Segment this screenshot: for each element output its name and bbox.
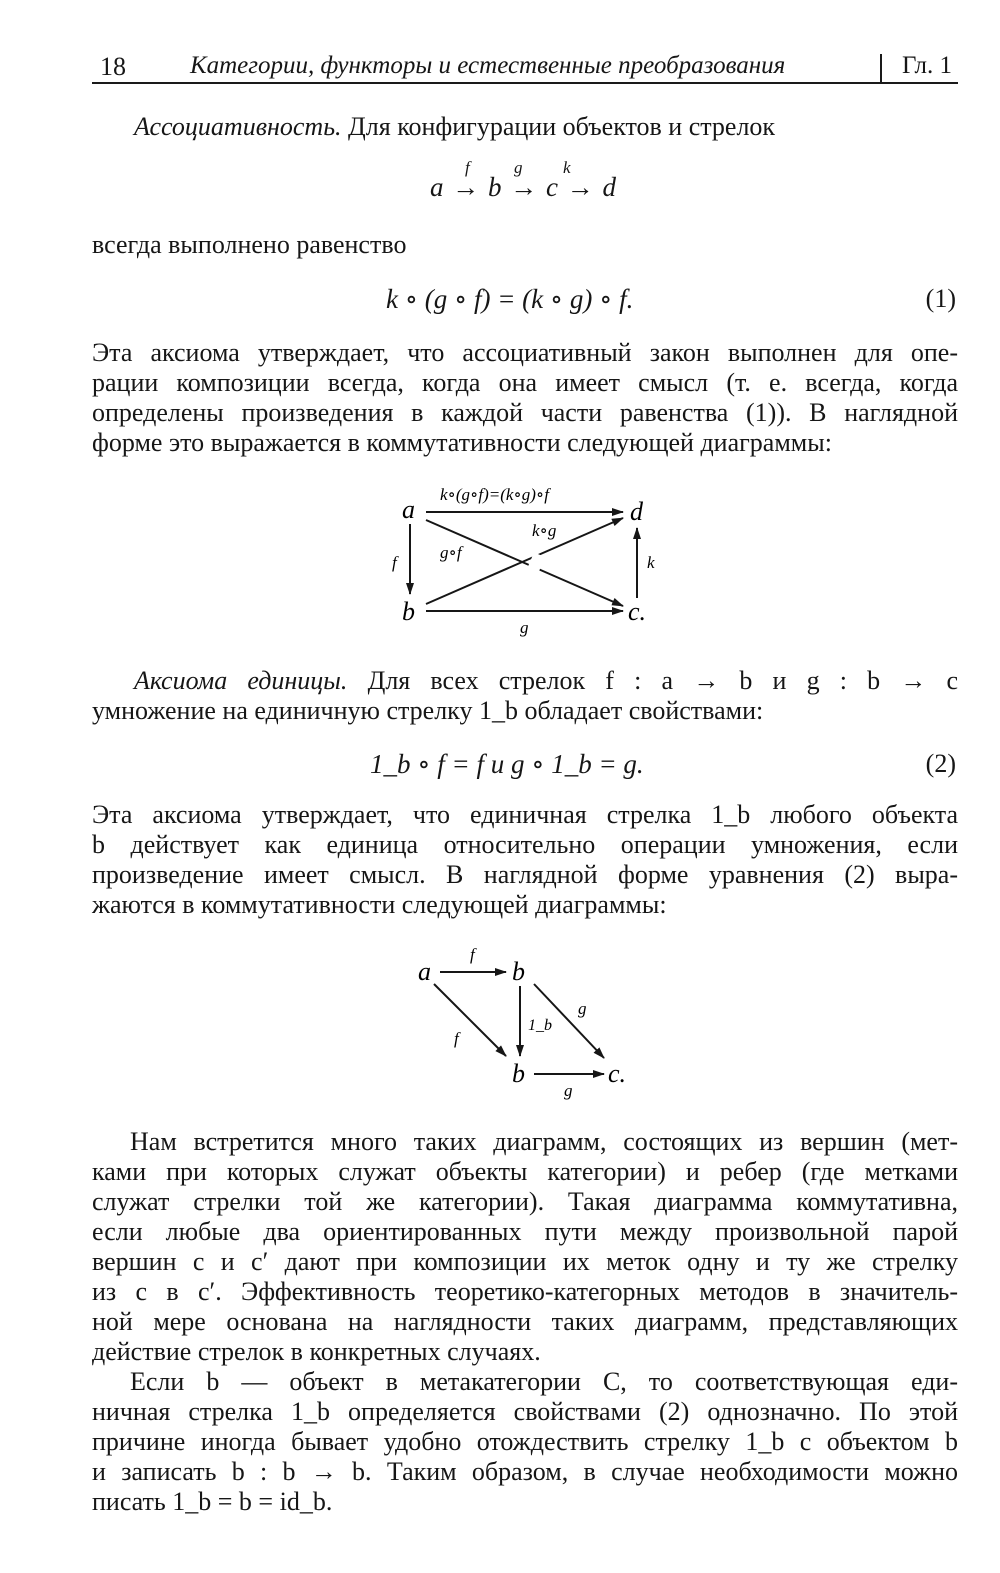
label-kg: k∘g [532, 521, 557, 540]
node-b-bottom: b [512, 1059, 525, 1088]
assoc-intro-text: Для конфигурации объектов и стрелок [341, 112, 776, 141]
associativity-diagram [380, 478, 680, 648]
running-header [92, 48, 958, 84]
assoc-paragraph [92, 338, 958, 458]
chain-formula-text: a → b → c → d [430, 172, 617, 202]
node-c: c. [628, 597, 647, 626]
para4-line-3: причине иногда бывает удобно отождествить стрелку 1_b с объектом b [92, 1427, 958, 1456]
unit-line-4: жаются в коммутативности следующей диаграммы: [92, 890, 667, 919]
unit-line-3: произведение имеет смысл. В наглядной форме уравнения (2) выра- [92, 860, 958, 889]
chain-formula [430, 158, 630, 206]
header-divider [880, 54, 882, 84]
para3-line-6: из c в c′. Эффективность теоретико-категорных методов в значитель- [92, 1277, 958, 1306]
assoc-term: Ассоциативность. [134, 112, 342, 141]
label-bottom-g: g [564, 1081, 573, 1100]
assoc-intro [92, 112, 958, 142]
node-b-top: b [512, 957, 525, 986]
para3-line-3: служат стрелки той же категории). Такая диаграмма коммутативна, [92, 1187, 958, 1216]
label-gf: g∘f [440, 543, 462, 562]
always-text-line: всегда выполнено равенство [92, 230, 407, 259]
label-diag-f: f [454, 1029, 459, 1048]
label-right-k: k [647, 553, 655, 572]
running-title: Категории, функторы и естественные преобразования [190, 52, 786, 79]
node-a: a [418, 957, 431, 986]
assoc-line-1: Эта аксиома утверждает, что ассоциативный закон выполнен для опе- [92, 338, 958, 367]
equation-1-number: (1) [925, 284, 956, 313]
unit-line-2: b действует как единица относительно операции умножения, если [92, 830, 958, 859]
assoc-line-4: форме это выражается в коммутативности следующей диаграммы: [92, 428, 832, 457]
diagrams-paragraph [92, 1127, 958, 1367]
identity-paragraph [92, 1367, 958, 1517]
equation-2: 1_b ∘ f = f и g ∘ 1_b = g. [370, 749, 644, 779]
label-bottom-g: g [520, 618, 529, 637]
label-top-f: f [470, 945, 475, 964]
arrow-a-b-diagonal [434, 984, 506, 1056]
unit-term: Аксиома единицы. [134, 666, 348, 695]
para3-line-4: если любые два ориентированных пути между произвольной парой [92, 1217, 958, 1246]
label-left-f: f [392, 553, 397, 572]
unit-intro [92, 666, 958, 726]
label-identity: 1_b [528, 1017, 552, 1034]
always-text [92, 230, 958, 260]
node-d: d [630, 497, 643, 526]
para3-line-1: Нам встретится много таких диаграмм, состоящих из вершин (мет- [130, 1127, 958, 1156]
assoc-line-2: рации композиции всегда, когда она имеет смысл (т. е. всегда, когда [92, 368, 958, 397]
label-top: k∘(g∘f)=(k∘g)∘f [440, 485, 549, 504]
equation-1: k ∘ (g ∘ f) = (k ∘ g) ∘ f. [386, 284, 634, 314]
node-c: c. [608, 1059, 627, 1088]
equation-2-number: (2) [925, 749, 956, 778]
para3-line-5: вершин c и c′ дают при композиции их меток одну и ту же стрелку [92, 1247, 958, 1276]
unit-paragraph [92, 800, 958, 920]
chain-label-k: k [563, 158, 571, 177]
para3-line-7: ной мере основана на наглядности таких диаграмм, представляющих [92, 1307, 958, 1336]
assoc-line-3: определены произведения в каждой части равенства (1)). В наглядной [92, 398, 958, 427]
chain-label-f: f [465, 158, 470, 177]
para3-line-8: действие стрелок в конкретных случаях. [92, 1337, 541, 1366]
chapter-label: Гл. 1 [901, 52, 952, 79]
node-b: b [402, 597, 415, 626]
unit-line1-text: Для всех стрелок f : a → b и g : b → c [347, 666, 958, 695]
para4-line-4: и записать b : b → b. Таким образом, в случае необходимости можно [92, 1457, 958, 1486]
para4-line-1: Если b — объект в метакатегории C, то соответствующая еди- [130, 1367, 958, 1396]
node-a: a [402, 495, 415, 524]
chain-label-g: g [514, 158, 523, 177]
label-diag-g: g [578, 999, 587, 1018]
unit-diagram [410, 940, 650, 1100]
para4-line-2: ничная стрелка 1_b определяется свойствами (2) однозначно. По этой [92, 1397, 958, 1426]
para3-line-2: ками при которых служат объекты категории) и ребер (где метками [92, 1157, 958, 1186]
page-number: 18 [100, 52, 126, 81]
para4-line-5: писать 1_b = b = id_b. [92, 1487, 333, 1516]
unit-line2: умножение на единичную стрелку 1_b обладает свойствами: [92, 696, 764, 725]
unit-line-1: Эта аксиома утверждает, что единичная стрелка 1_b любого объекта [92, 800, 958, 829]
